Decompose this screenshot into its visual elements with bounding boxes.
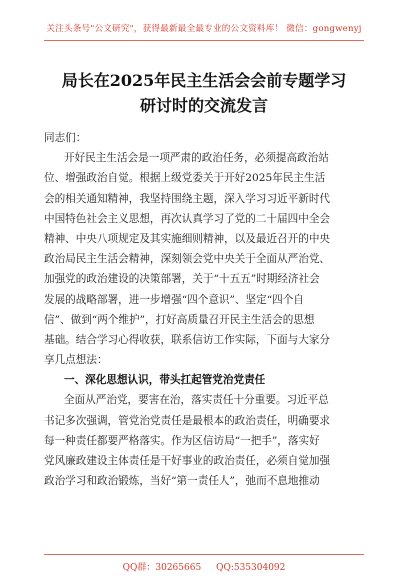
footer-qq-group: QQ群：30265665: [122, 563, 202, 573]
section-heading: 一、深化思想认识，带头扛起管党治党责任: [64, 374, 266, 387]
footer-divider: [44, 554, 364, 555]
paragraph-line: 党风廉政建设主体责任是干好事业的政治责任，必须自觉加强: [44, 455, 331, 467]
paragraph-line: 全面从严治党，要害在治，落实责任十分重要。习近平总: [64, 394, 329, 407]
paragraph-line: 政治局民主生活会精神，深刻领会党中央关于全面从严治党、: [44, 253, 331, 266]
paragraph-line: 开好民主生活会是一项严肃的政治任务，必须提高政治站: [64, 152, 329, 165]
footer-contact: [0, 560, 408, 573]
title-line-2: 研讨时的交流发言: [139, 96, 268, 115]
paragraph-line: 享几点想法：: [44, 354, 108, 367]
paragraph-line: 会的相关通知精神，我坚持围绕主题，深入学习习近平新时代: [44, 192, 331, 205]
title-line-1: 局长在2025年民主生活会会前专题学习: [61, 71, 347, 90]
document-title: [40, 68, 368, 118]
paragraph-line: 基础。结合学习心得收获，联系信访工作实际，下面与大家分: [44, 333, 331, 346]
header-divider: [44, 40, 364, 41]
paragraph-line: 中国特色社会主义思想，再次认真学习了党的二十届四中全会: [44, 212, 331, 225]
paragraph-line: 政治学习和政治锻炼，当好“第一责任人”，弛而不息地推动: [44, 475, 320, 488]
paragraph-line: 发展的战略部署，进一步增强“四个意识”、坚定“四个自: [44, 293, 304, 306]
paragraph-line: 位、增强政治自觉。根据上级党委关于开好2025年民主生活: [44, 172, 326, 185]
footer-qq: QQ:535304092: [216, 563, 286, 573]
document-body: [44, 128, 364, 491]
paragraph-line: 每一种责任都要严格落实。作为区信访局“一把手”，落实好: [44, 434, 320, 447]
salutation: 同志们：: [44, 132, 87, 144]
paragraph-line: 精神、中央八项规定及其实施细则精神，以及最近召开的中央: [44, 232, 331, 245]
header-promo-text: 关注头条号"公文研究"，获得最新最全最专业的公文资料库！ 微信：gongwenyj: [46, 24, 362, 34]
paragraph-line: 信”、做到“两个维护”，打好高质量召开民主生活会的思想: [44, 313, 315, 326]
paragraph-line: 书记多次强调，管党治党责任是最根本的政治责任，明确要求: [44, 414, 331, 427]
paragraph-line: 加强党的政治建设的决策部署，关于“十五五”时期经济社会: [44, 273, 320, 286]
